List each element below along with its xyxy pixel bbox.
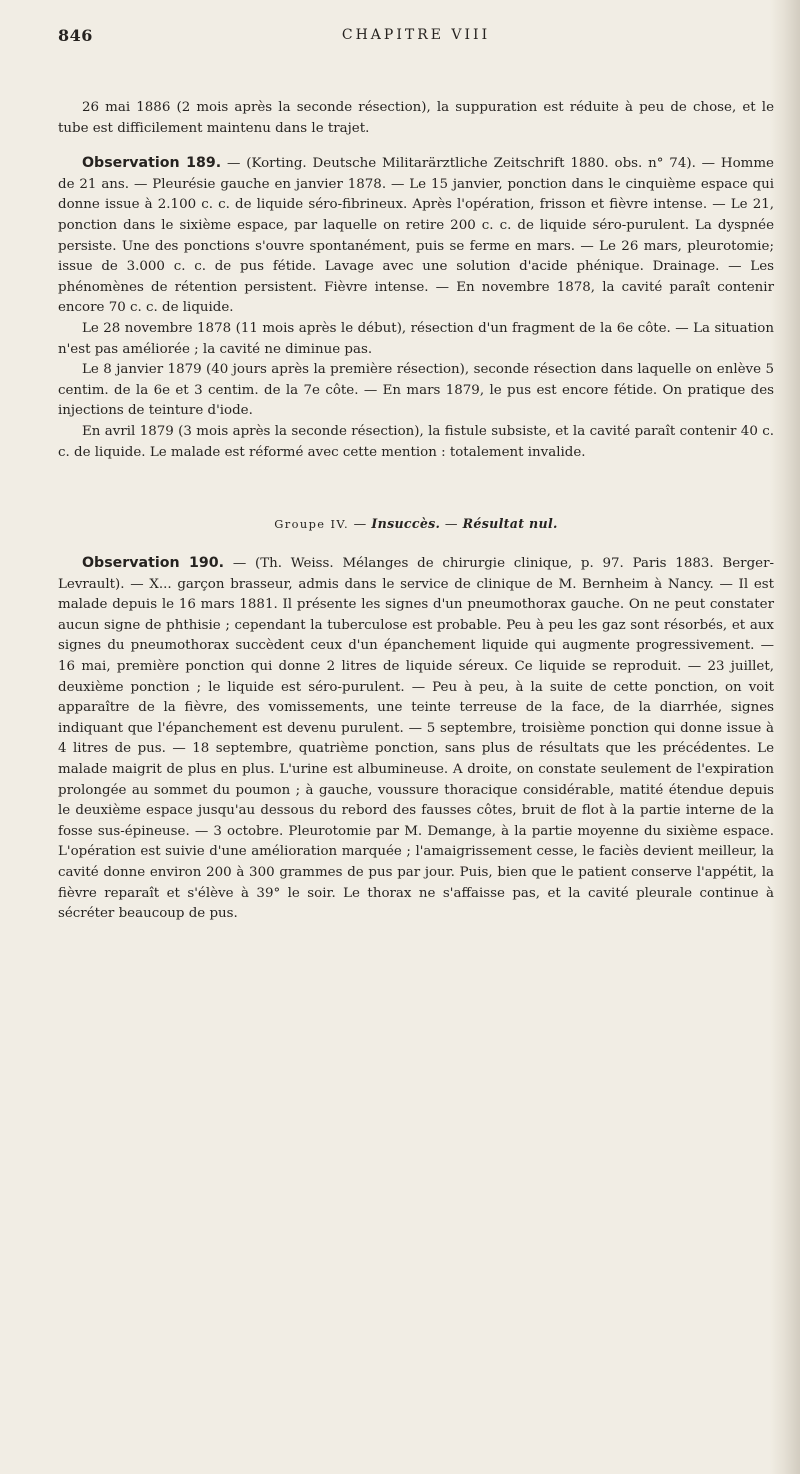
page-header: [58, 0, 774, 60]
group-label: Groupe IV.: [274, 517, 350, 532]
observation-190: [58, 553, 774, 925]
paragraph-intro: 26 mai 1886 (2 mois après la seconde résection), la suppuration est réduite à peu de chose, et le tube est difficilement maintenu dans le trajet.: [58, 100, 774, 136]
observation-190-body: — (Th. Weiss. Mélanges de chirurgie clinique, p. 97. Paris 1883. Berger-Levrault). — X... garçon brasseur, admis dans le service de clinique de M. Bernheim à Nancy. — Il est malade depuis le 16 mars 1881. Il présente les signes d'un pneumothorax gauche. On ne peut constater aucun signe de phthisie ; cependant la tuberculose est probable. Peu à peu les gaz sont résorbés, et aux signes du pneumothorax succèdent ceux d'un épanchement liquide qui augmente progressivement. — 16 mai, première ponction qui donne 2 litres de liquide séreux. Ce liquide se reproduit. — 23 juillet, deuxième ponction ; le liquide est séro-purulent. — Peu à peu, à la suite de cette ponction, on voit apparaître de la fièvre, des vomissements, une teinte terreuse de la face, de la diarrhée, signes indiquant que l'épanchement est devenu purulent. — 5 septembre, troisième ponction qui donne issue à 4 litres de pus. — 18 septembre, quatrième ponction, sans plus de résultats que les précédentes. Le malade maigrit de plus en plus. L'urine est albumineuse. A droite, on constate seulement de l'expiration prolongée au sommet du poumon ; à gauche, voussure thoracique considérable, matité étendue depuis le deuxième espace jusqu'au dessous du rebord des fausses côtes, bruit de flot à la partie interne de la fosse sus-épineuse. — 3 octobre. Pleurotomie par M. Demange, à la partie moyenne du sixième espace. L'opération est suivie d'une amélioration marquée ; l'amaigrissement cesse, le faciès devient meilleur, la cavité donne environ 200 à 300 grammes de pus par jour. Puis, bien que le patient conserve l'appétit, la fièvre reparaît et s'élève à 39° le soir. Le thorax ne s'affaisse pas, et la cavité pleurale continue à sécréter beaucoup de pus.: [58, 556, 774, 922]
group-insucces: Insuccès.: [371, 516, 441, 532]
observation-189: [58, 153, 774, 319]
group-heading: [58, 515, 774, 533]
paragraph-resection-1: Le 28 novembre 1878 (11 mois après le début), résection d'un fragment de la 6e côte. — La situation n'est pas améliorée ; la cavité ne diminue pas.: [58, 320, 774, 357]
observation-190-label: Observation 190.: [82, 555, 225, 572]
group-separator-2: —: [440, 516, 463, 532]
group-resultat: Résultat nul.: [462, 516, 558, 532]
page-number: 846: [58, 26, 93, 45]
page-content: [58, 0, 774, 925]
running-head: CHAPITRE VIII: [341, 27, 491, 43]
observation-189-body: — (Korting. Deutsche Militarärztliche Zeitschrift 1880. obs. n° 74). — Homme de 21 ans. — Pleurésie gauche en janvier 1878. — Le 15 janvier, ponction dans le cinquième espace qui donne issue à 2.100 c. c. de liquide séro-fibrineux. Après l'opération, frisson et fièvre intense. — Le 21, ponction dans le sixième espace, par laquelle on retire 200 c. c. de liquide séro-purulent. La dyspnée persiste. Une des ponctions s'ouvre spontanément, puis se ferme en mars. — Le 26 mars, pleurotomie; issue de 3.000 c. c. de pus fétide. Lavage avec une solution d'acide phénique. Drainage. — Les phénomènes de rétention persistent. Fièvre intense. — En novembre 1878, la cavité paraît contenir encore 70 c. c. de liquide.: [58, 156, 774, 316]
paragraph-outcome: En avril 1879 (3 mois après la seconde résection), la fistule subsiste, et la cavité paraît contenir 40 c. c. de liquide. Le malade est réformé avec cette mention : totalement invalide.: [58, 423, 774, 460]
paragraph-resection-2: Le 8 janvier 1879 (40 jours après la première résection), seconde résection dans laquelle on enlève 5 centim. de la 6e et 3 centim. de la 7e côte. — En mars 1879, le pus est encore fétide. On pratique des injections de teinture d'iode.: [58, 362, 774, 419]
observation-189-label: Observation 189.: [82, 155, 222, 172]
group-separator-1: —: [349, 516, 372, 532]
page-edge-shadow: [770, 0, 800, 1474]
